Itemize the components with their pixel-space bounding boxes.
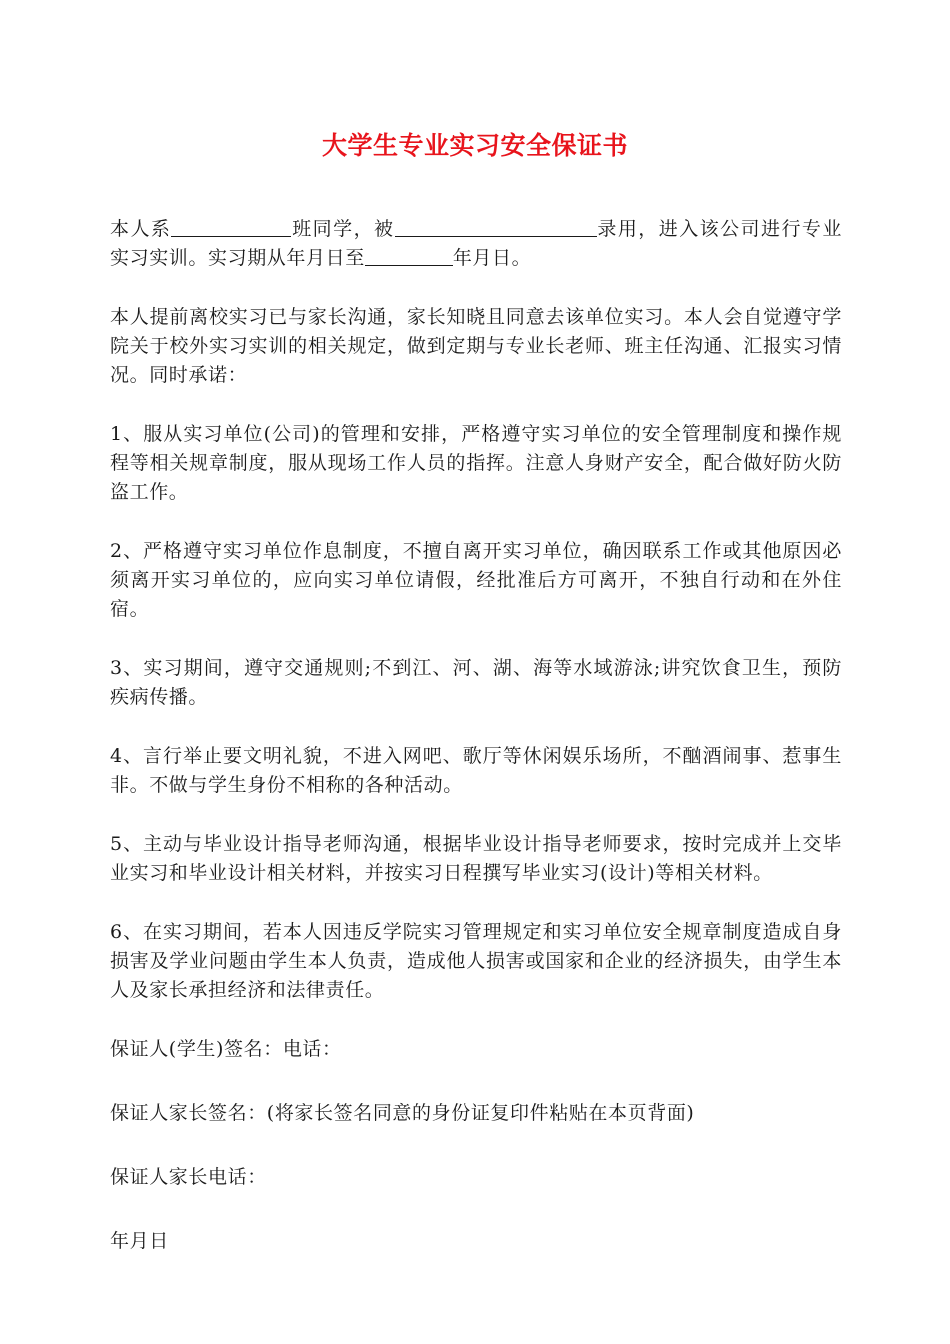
intro-text-4: 年月日。: [452, 247, 532, 269]
commitment-item-5: 5、主动与毕业设计指导老师沟通，根据毕业设计指导老师要求，按时完成并上交毕业实习和毕业设计相关材料，并按实习日程撰写毕业实习(设计)等相关材料。: [110, 833, 842, 884]
commitment-item-6: 6、在实习期间，若本人因违反学院实习管理规定和实习单位安全规章制度造成自身损害及学业问题由学生本人负责，造成他人损害或国家和企业的经济损失，由学生本人及家长承担经济和法律责任。: [110, 921, 842, 1001]
intro-text-2: 班同学，被: [291, 218, 395, 240]
document-title: 大学生专业实习安全保证书: [321, 131, 628, 160]
commitment-item-2: 2、严格遵守实习单位作息制度，不擅自离开实习单位，确因联系工作或其他原因必须离开实习单位的，应向实习单位请假，经批准后方可离开，不独自行动和在外住宿。: [110, 540, 842, 620]
date-line: 年月日: [110, 1230, 169, 1252]
student-signature-line: 保证人(学生)签名：电话：: [110, 1038, 342, 1060]
consent-paragraph: 本人提前离校实习已与家长沟通，家长知晓且同意去该单位实习。本人会自觉遵守学院关于校外实习实训的相关规定，做到定期与专业长老师、班主任沟通、汇报实习情况。同时承诺：: [110, 306, 842, 386]
parent-phone-line: 保证人家长电话：: [110, 1166, 267, 1188]
class-blank-line: [171, 216, 291, 237]
intro-text-1: 本人系: [110, 218, 172, 240]
employer-blank-line: [395, 216, 597, 237]
commitment-item-4: 4、言行举止要文明礼貌，不进入网吧、歌厅等休闲娱乐场所，不酗酒闹事、惹事生非。不做与学生身份不相称的各种活动。: [110, 745, 842, 796]
end-date-blank-line: [365, 245, 453, 266]
parent-signature-line: 保证人家长签名：(将家长签名同意的身份证复印件粘贴在本页背面): [110, 1102, 695, 1124]
document-body: [110, 215, 842, 1291]
intro-text-3: 录用，进入该公司进行专业实习实训。实习期从年月日至: [110, 218, 842, 269]
commitment-item-1: 1、服从实习单位(公司)的管理和安排，严格遵守实习单位的安全管理制度和操作规程等相关规章制度，服从现场工作人员的指挥。注意人身财产安全，配合做好防火防盗工作。: [110, 423, 842, 503]
commitment-item-3: 3、实习期间，遵守交通规则;不到江、河、湖、海等水域游泳;讲究饮食卫生，预防疾病传播。: [110, 657, 842, 708]
intro-paragraph: [110, 215, 842, 273]
